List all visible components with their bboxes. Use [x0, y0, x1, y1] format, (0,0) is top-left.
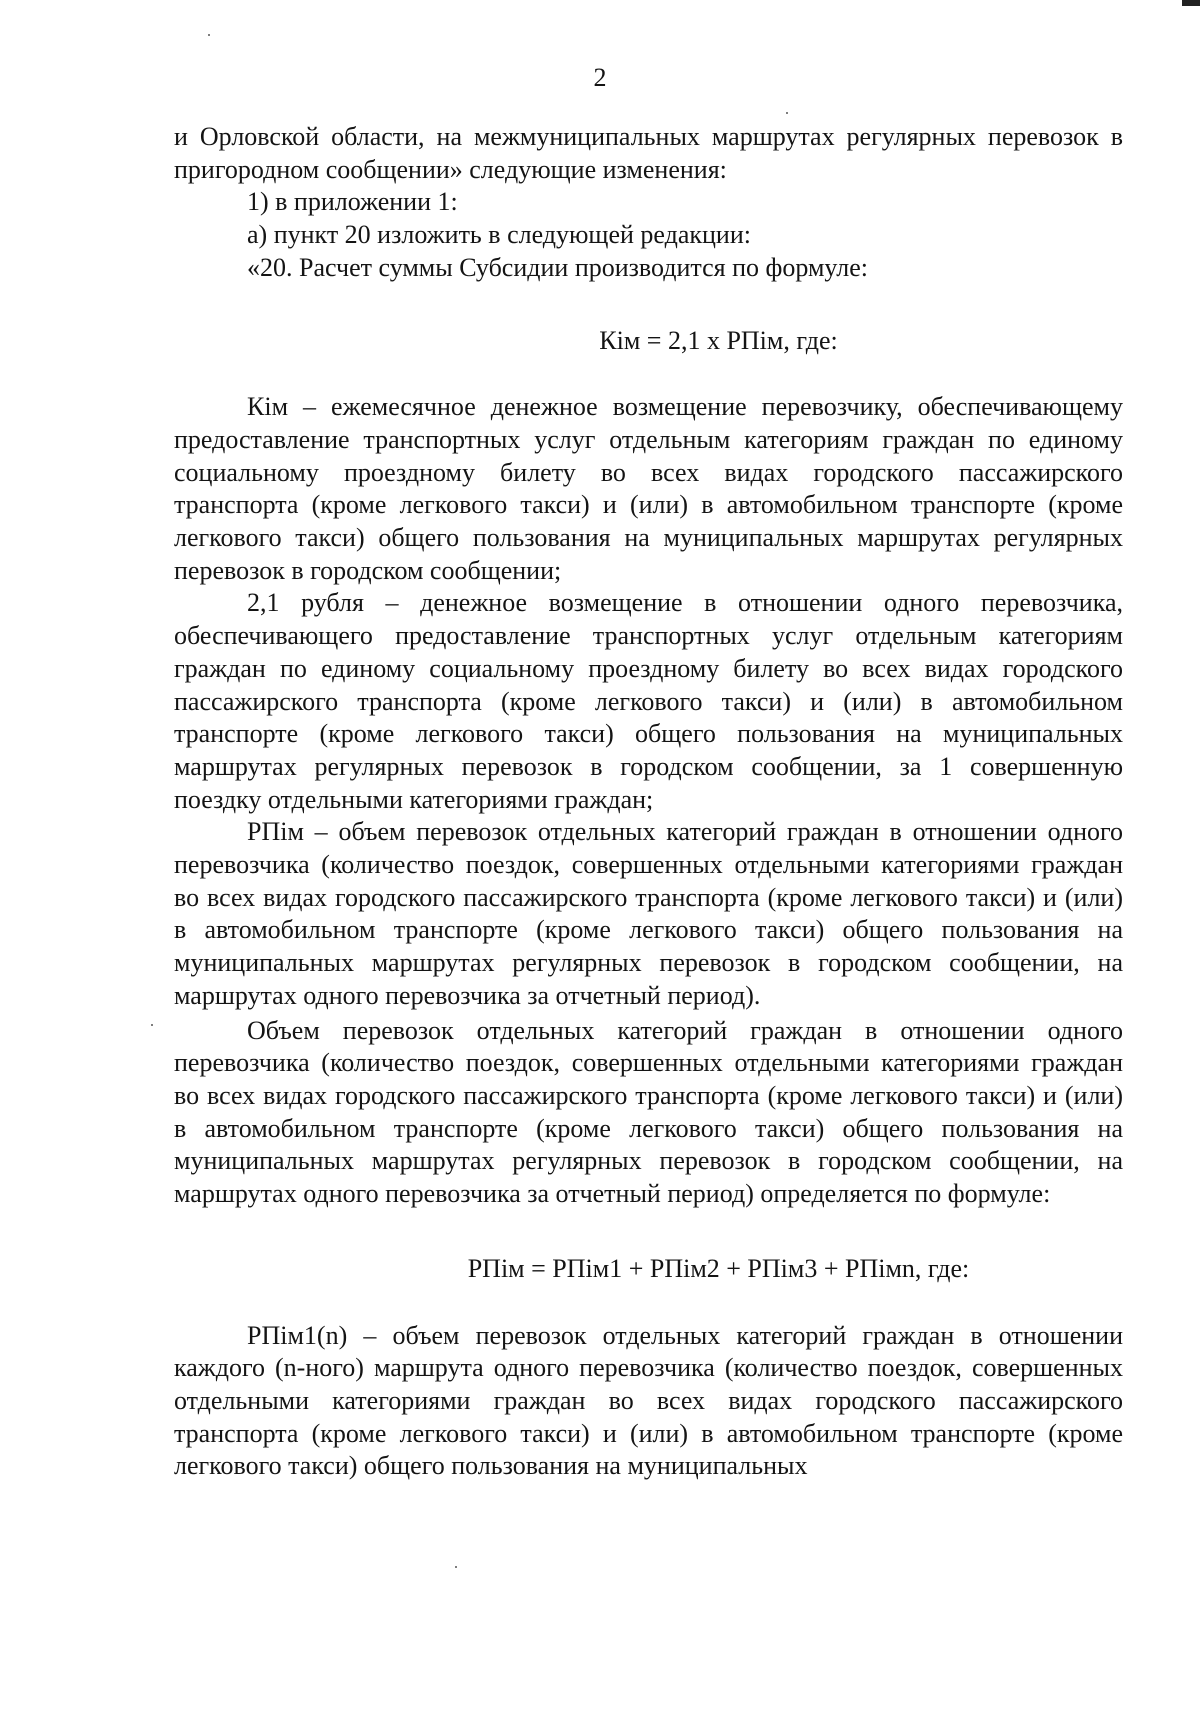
scan-corner-mark	[1182, 0, 1200, 6]
definition-kim: Кім – ежемесячное денежное возмещение перевозчику, обеспечивающему предоставление транспортных услуг отдельным категориям граждан по единому социальному проездному билету во всех видах городского пассажирского транспорта (кроме легкового такси) и (или) в автомобильном транспорте (кроме легкового такси) общего пользования на муниципальных маршрутах регулярных перевозок в городском сообщении;	[174, 392, 1123, 585]
formula-subsidy: Кім = 2,1 х РПім, где:	[599, 325, 838, 355]
formula-volume: РПім = РПім1 + РПім2 + РПім3 + РПімn, где:	[467, 1253, 970, 1283]
scan-speck	[208, 34, 210, 36]
page-number: 2	[593, 63, 607, 92]
intro-paragraph: и Орловской области, на межмуниципальных маршрутах регулярных перевозок в пригородном сообщении» следующие изменения:	[174, 122, 1123, 184]
definition-rpim: РПім – объем перевозок отдельных категорий граждан в отношении одного перевозчика (количество поездок, совершенных отдельными категориями граждан во всех видах городского пассажирского транспорта (кроме легкового такси) и (или) в автомобильном транспорте (кроме легкового такси) общего пользования на муниципальных маршрутах регулярных перевозок в городском сообщении, на маршрутах одного перевозчика за отчетный период).	[174, 817, 1123, 1010]
amendment-subitem: а) пункт 20 изложить в следующей редакции:	[247, 220, 751, 250]
clause-20-heading: «20. Расчет суммы Субсидии производится по формуле:	[247, 252, 869, 282]
definition-rate: 2,1 рубля – денежное возмещение в отношении одного перевозчика, обеспечивающего предоставление транспортных услуг отдельным категориям граждан по единому социальному проездному билету во всех видах городского пассажирского транспорта (кроме легкового такси) и (или) в автомобильном транспорте (кроме легкового такси) общего пользования на муниципальных маршрутах регулярных перевозок в городском сообщении, за 1 совершенную поездку отдельными категориями граждан;	[174, 588, 1123, 814]
scan-speck	[151, 1024, 153, 1026]
document-body	[174, 121, 1123, 1483]
definition-rpim-n: РПім1(n) – объем перевозок отдельных категорий граждан в отношении каждого (n-ного) маршрута одного перевозчика (количество поездок, совершенных отдельными категориями граждан во всех видах городского пассажирского транспорта (кроме легкового такси) и (или) в автомобильном транспорте (кроме легкового такси) общего пользования на муниципальных	[174, 1320, 1123, 1481]
volume-paragraph: Объем перевозок отдельных категорий граждан в отношении одного перевозчика (количество поездок, совершенных отдельными категориями граждан во всех видах городского пассажирского транспорта (кроме легкового такси) и (или) в автомобильном транспорте (кроме легкового такси) общего пользования на муниципальных маршрутах регулярных перевозок в городском сообщении, на маршрутах одного перевозчика за отчетный период) определяется по формуле:	[174, 1015, 1123, 1209]
scan-speck	[786, 112, 788, 114]
scan-speck	[455, 1566, 457, 1568]
amendment-item: 1) в приложении 1:	[247, 187, 458, 217]
